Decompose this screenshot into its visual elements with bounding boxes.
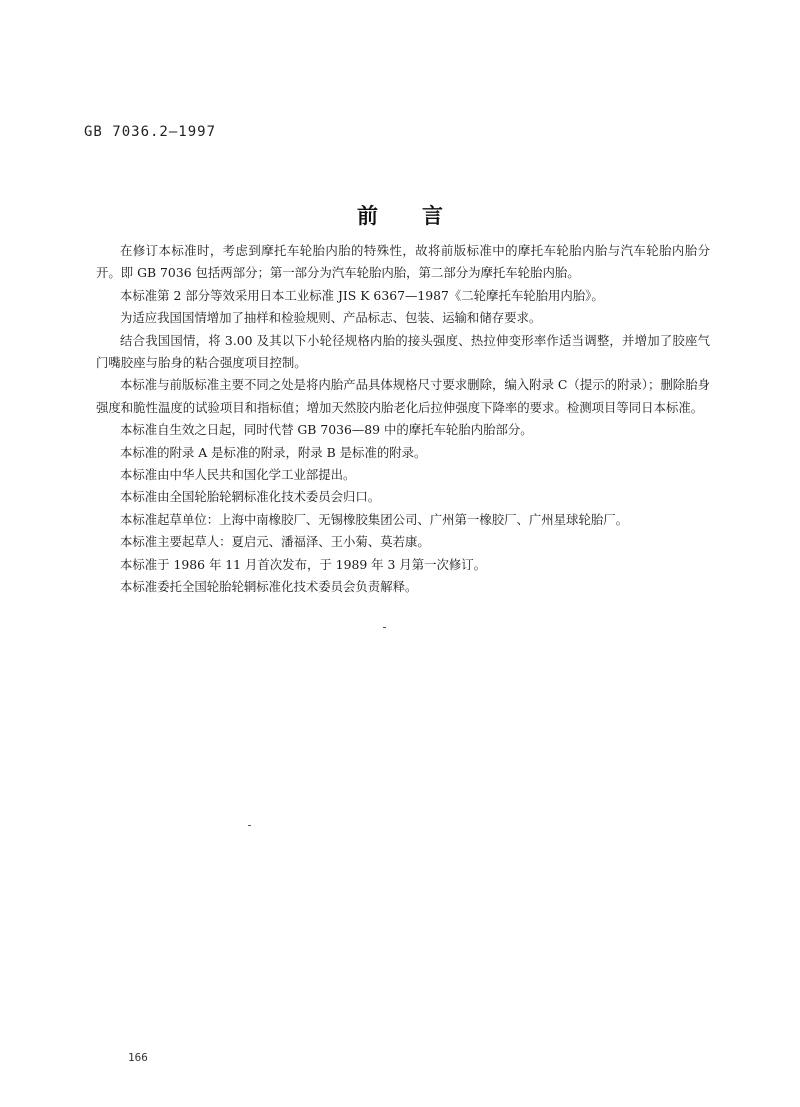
paragraph: 结合我国国情，将 3.00 及其以下小轮径规格内胎的接头强度、热拉伸变形率作适当调整，并增加了胶座气门嘴胶座与胎身的粘合强度项目控制。 (96, 332, 710, 371)
paragraph: 本标准委托全国轮胎轮辋标准化技术委员会负责解释。 (120, 579, 418, 595)
paragraph: 本标准自生效之日起，同时代替 GB 7036—89 中的摩托车轮胎内胎部分。 (120, 422, 533, 438)
page-title: 前言 (357, 204, 487, 228)
paragraph: 在修订本标准时，考虑到摩托车轮胎内胎的特殊性，故将前版标准中的摩托车轮胎内胎与汽车轮胎内胎分开。即 GB 7036 包括两部分；第一部分为汽车轮胎内胎，第二部分为摩托车轮胎内胎。 (96, 243, 710, 281)
paragraph: 本标准起草单位：上海中南橡胶厂、无锡橡胶集团公司、广州第一橡胶厂、广州星球轮胎厂。 (120, 511, 629, 527)
paragraph: 本标准由中华人民共和国化学工业部提出。 (120, 467, 356, 483)
paragraph: 本标准由全国轮胎轮辋标准化技术委员会归口。 (120, 489, 381, 505)
foreword-body (96, 240, 710, 599)
scan-speck (383, 627, 386, 628)
paragraph: 本标准主要起草人：夏启元、潘福泽、王小菊、莫若康。 (120, 534, 430, 550)
paragraph: 本标准与前版标准主要不同之处是将内胎产品具体规格尺寸要求删除，编入附录 C（提示的附录）；删除胎身强度和脆性温度的试验项目和指标值；增加天然胶内胎老化后拉伸强度下降率的要求。检测项目等同日本标准。 (96, 377, 710, 415)
standard-code-header: GB 7036.2—1997 (84, 124, 217, 140)
paragraph: 本标准的附录 A 是标准的附录，附录 B 是标准的附录。 (120, 444, 427, 460)
paragraph: 本标准第 2 部分等效采用日本工业标准 JIS K 6367—1987《二轮摩托车轮胎用内胎》。 (120, 287, 604, 303)
page-number: 166 (128, 1051, 148, 1064)
paragraph: 为适应我国国情增加了抽样和检验规则、产品标志、包装、运输和储存要求。 (120, 310, 542, 326)
paragraph: 本标准于 1986 年 11 月首次发布，于 1989 年 3 月第一次修订。 (120, 556, 487, 572)
scan-speck (248, 825, 251, 826)
